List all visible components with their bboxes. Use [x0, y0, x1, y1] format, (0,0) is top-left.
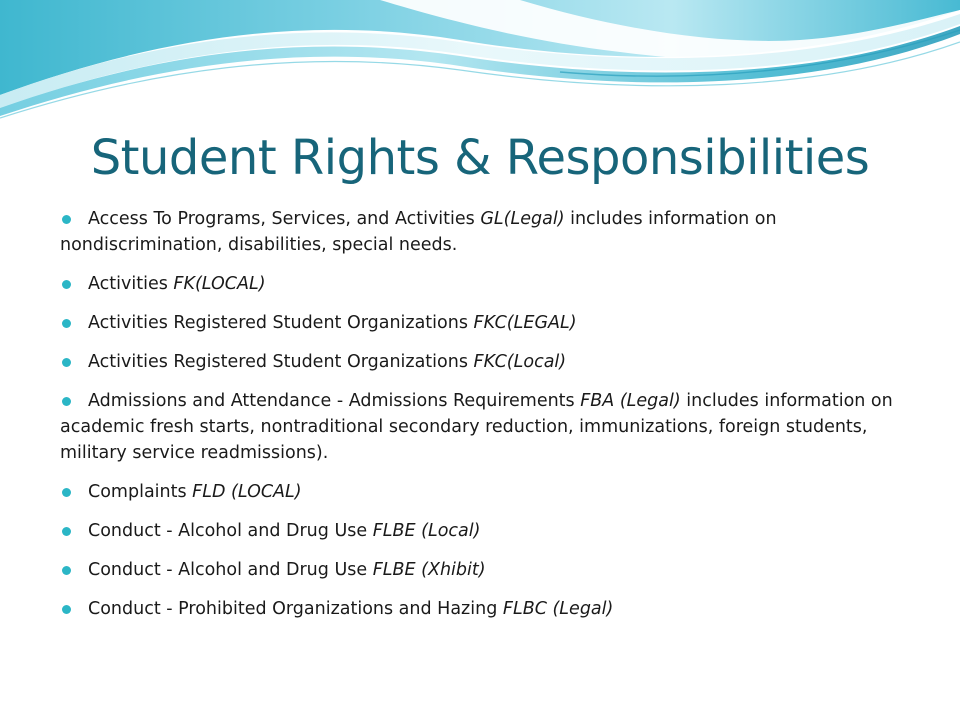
list-item	[60, 349, 910, 375]
bullet-icon	[62, 215, 71, 224]
bullet-icon	[62, 358, 71, 367]
policy-code: FKC(LEGAL)	[473, 313, 577, 333]
bullet-icon	[62, 566, 71, 575]
bullet-text: Conduct - Alcohol and Drug Use	[88, 560, 373, 580]
bullet-text: Conduct - Alcohol and Drug Use	[88, 521, 373, 541]
policy-code: FLD (LOCAL)	[192, 482, 302, 502]
bullet-text: Activities	[88, 274, 174, 294]
bullet-icon	[62, 605, 71, 614]
policy-code: FLBE (Xhibit)	[372, 560, 486, 580]
list-item	[60, 557, 910, 583]
decorative-wave-header	[0, 0, 960, 130]
bullet-icon	[62, 319, 71, 328]
policy-code: FBA (Legal)	[580, 391, 681, 411]
bullet-text: Access To Programs, Services, and Activities	[88, 209, 481, 229]
policy-code: FLBE (Local)	[372, 521, 481, 541]
bullet-text: Conduct - Prohibited Organizations and Hazing	[88, 599, 503, 619]
list-item	[60, 206, 910, 258]
list-item	[60, 479, 910, 505]
bullet-icon	[62, 280, 71, 289]
list-item	[60, 271, 910, 297]
policy-code: FK(LOCAL)	[173, 274, 266, 294]
slide-title: Student Rights & Responsibilities	[90, 130, 870, 186]
list-item	[60, 596, 910, 622]
policy-code: FLBC (Legal)	[502, 599, 614, 619]
bullet-icon	[62, 527, 71, 536]
bullet-text: Complaints	[88, 482, 193, 502]
bullet-suffix: includes information on academic fresh starts, nontraditional secondary reduction, immunizations, foreign students, military service readmissions).	[60, 391, 893, 463]
policy-code: FKC(Local)	[473, 352, 567, 372]
bullet-text: Activities Registered Student Organizations	[88, 352, 474, 372]
list-item	[60, 310, 910, 336]
list-item	[60, 518, 910, 544]
bullet-suffix: includes information on nondiscrimination, disabilities, special needs.	[60, 209, 777, 255]
bullet-text: Admissions and Attendance - Admissions Requirements	[88, 391, 581, 411]
list-item	[60, 388, 910, 466]
bullet-icon	[62, 488, 71, 497]
policy-code: GL(Legal)	[480, 209, 565, 229]
bullet-text: Activities Registered Student Organizations	[88, 313, 474, 333]
bullet-icon	[62, 397, 71, 406]
bullet-list	[60, 206, 910, 635]
